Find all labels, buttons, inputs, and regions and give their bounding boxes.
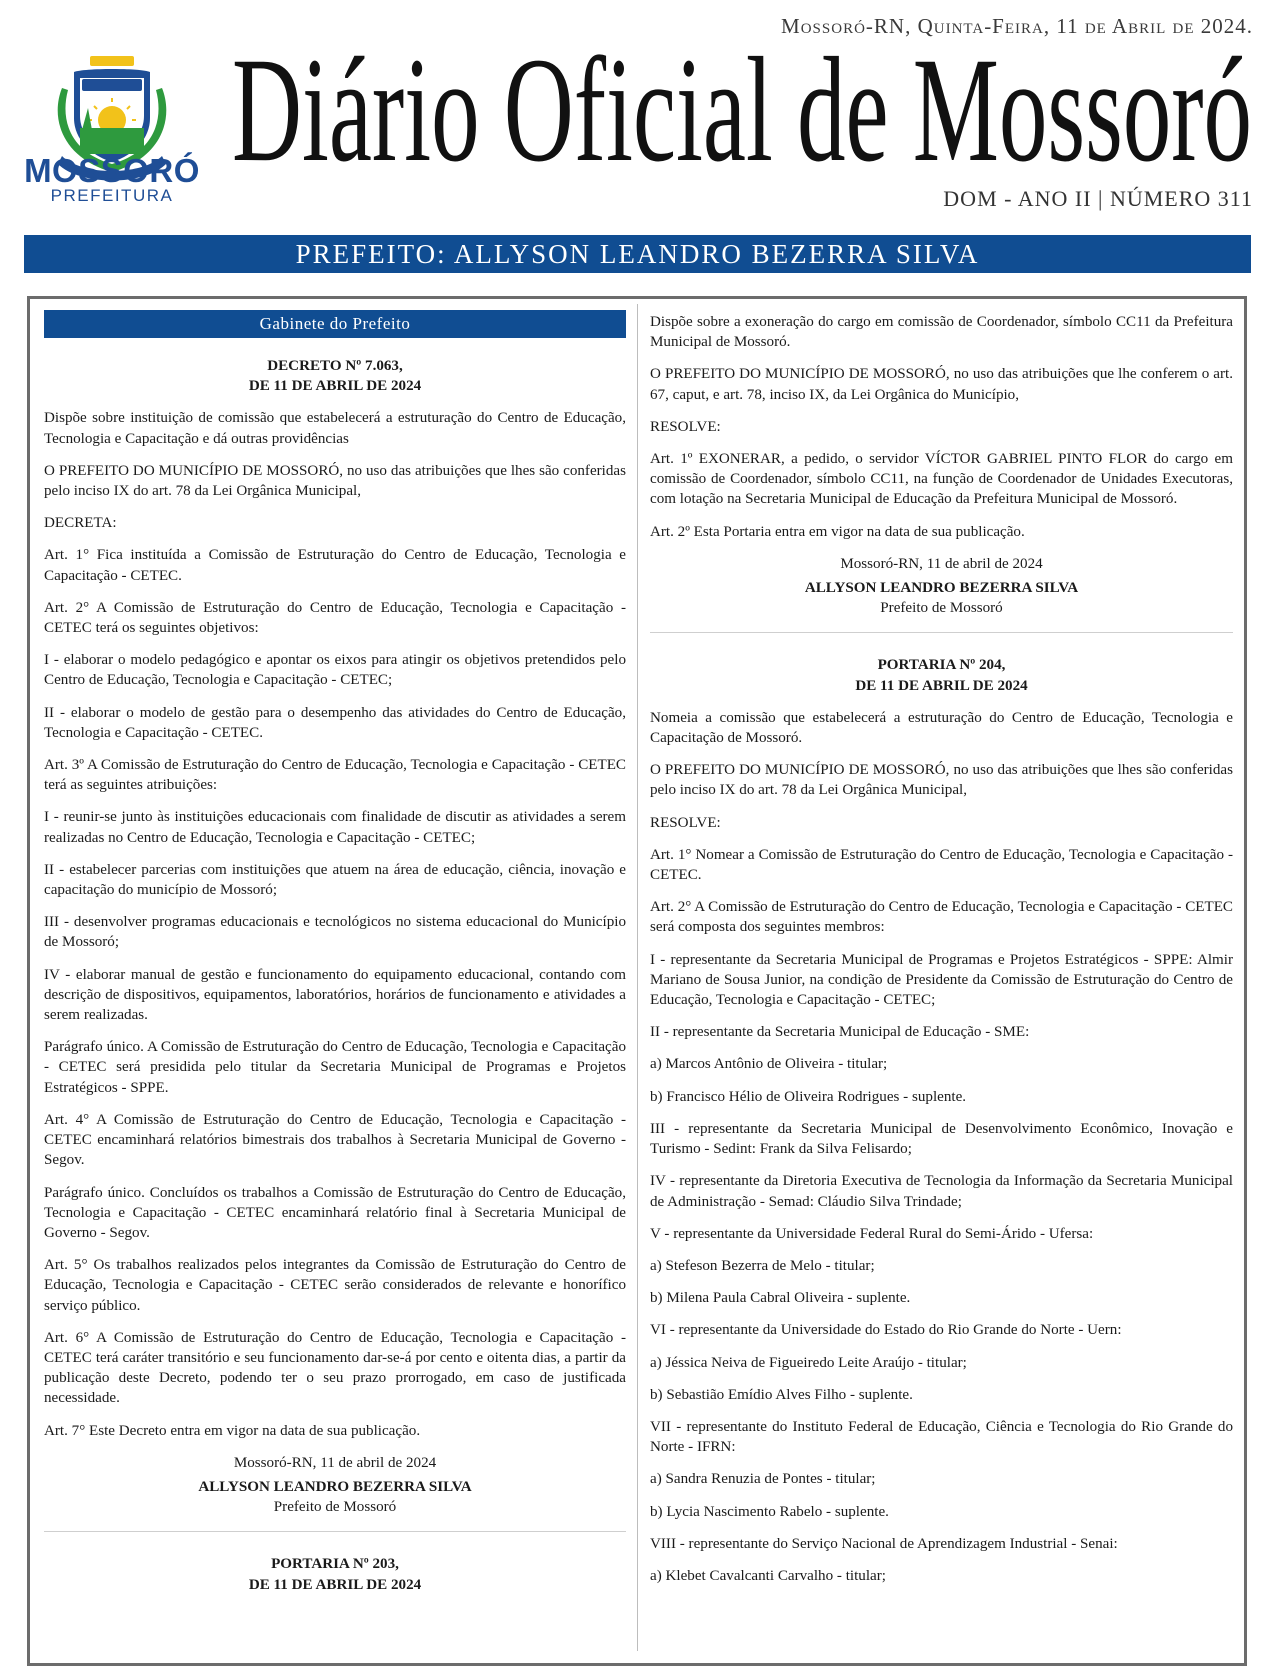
paragraph: Nomeia a comissão que estabelecerá a estruturação do Centro de Educação, Tecnologia e Capacitação de Mossoró. bbox=[650, 709, 1233, 747]
paragraph: IV - representante da Diretoria Executiva de Tecnologia da Informação da Secretaria Municipal de Administração - Semad: Cláudio Silva Trindade; bbox=[650, 1173, 1233, 1210]
paragraph: I - elaborar o modelo pedagógico e apontar os eixos para atingir os objetivos pretendidos pelo Centro de Educação, Tecnologia e Capacitação - CETEC; bbox=[44, 652, 626, 689]
paragraph: III - representante da Secretaria Municipal de Desenvolvimento Econômico, Inovação e Turismo - Sedint: Frank da Silva Felisardo; bbox=[650, 1120, 1233, 1158]
paragraph: IV - elaborar manual de gestão e funcionamento do equipamento educacional, contando com descrição de dispositivos, equipamentos, laboratórios, horários de funcionamento e atividades a serem realizadas. bbox=[44, 966, 626, 1024]
edition-number: DOM - ANO II | NÚMERO 311 bbox=[943, 186, 1253, 211]
paragraph: II - elaborar o modelo de gestão para o desempenho das atividades do Centro de Educação, Tecnologia e Capacitação - CETEC. bbox=[44, 704, 626, 741]
left-column bbox=[44, 310, 626, 1607]
paragraph: Parágrafo único. Concluídos os trabalhos a Comissão de Estruturação do Centro de Educação, Tecnologia e Capacitação - CETEC encaminhará relatório final à Secretaria Municipal de Governo - Segov. bbox=[44, 1184, 626, 1241]
section-title: Gabinete do Prefeito bbox=[44, 310, 626, 338]
portaria-date: DE 11 DE ABRIL DE 2024 bbox=[248, 1576, 422, 1593]
paragraph: Art. 7° Este Decreto entra em vigor na data de sua publicação. bbox=[44, 1422, 421, 1439]
paragraph: O PREFEITO DO MUNICÍPIO DE MOSSORÓ, no uso das atribuições que lhe conferem o art. 67, caput, e art. 78, inciso IX, da Lei Orgânica do Município, bbox=[650, 366, 1233, 403]
portaria-number: PORTARIA Nº 203, bbox=[271, 1556, 399, 1573]
signer-name: ALLYSON LEANDRO BEZERRA SILVA bbox=[804, 580, 1079, 597]
place-date: Mossoró-RN, 11 de abril de 2024 bbox=[840, 555, 1043, 572]
paragraph: Art. 2° A Comissão de Estruturação do Centro de Educação, Tecnologia e Capacitação - CETEC terá os seguintes objetivos: bbox=[44, 599, 626, 637]
signer-role: Prefeito de Mossoró bbox=[880, 600, 1003, 617]
divider bbox=[44, 1531, 626, 1532]
portaria-204-heading bbox=[650, 655, 1233, 695]
paragraph: RESOLVE: bbox=[650, 418, 721, 435]
decree-date: DE 11 DE ABRIL DE 2024 bbox=[248, 378, 422, 395]
paragraph: a) Sandra Renuzia de Pontes - titular; bbox=[650, 1471, 876, 1488]
signer-role: Prefeito de Mossoró bbox=[273, 1499, 397, 1516]
decree-number: DECRETO Nº 7.063, bbox=[267, 358, 403, 374]
paragraph: VII - representante do Instituto Federal de Educação, Ciência e Tecnologia do Rio Grande do Norte - IFRN: bbox=[650, 1418, 1233, 1456]
paragraph: Dispõe sobre a exoneração do cargo em comissão de Coordenador, símbolo CC11 da Prefeitura Municipal de Mossoró. bbox=[650, 314, 1233, 351]
paragraph: Art. 3º A Comissão de Estruturação do Centro de Educação, Tecnologia e Capacitação - CETEC terá as seguintes atribuições: bbox=[44, 757, 626, 794]
paragraph: II - representante da Secretaria Municipal de Educação - SME: bbox=[650, 1024, 1030, 1041]
paragraph: Art. 6° A Comissão de Estruturação do Centro de Educação, Tecnologia e Capacitação - CETEC terá caráter transitório e seu funcionamento dar-se-á por cento e oitenta dias, a partir da publicação deste Decreto, podendo ter o seu prazo prorrogado, em caso de justificada necessidade. bbox=[44, 1329, 626, 1407]
paragraph: b) Milena Paula Cabral Oliveira - suplente. bbox=[650, 1290, 911, 1307]
paragraph: I - reunir-se junto às instituições educacionais com finalidade de discutir as atividades a serem realizadas no Centro de Educação, Tecnologia e Capacitação - CETEC; bbox=[44, 809, 626, 846]
paragraph: a) Stefeson Bezerra de Melo - titular; bbox=[650, 1257, 875, 1274]
column-divider bbox=[637, 304, 638, 1651]
paragraph: V - representante da Universidade Federal Rural do Semi-Árido - Ufersa: bbox=[650, 1225, 1094, 1242]
paragraph: a) Klebet Cavalcanti Carvalho - titular; bbox=[650, 1567, 886, 1584]
paragraph: Art. 1° Fica instituída a Comissão de Estruturação do Centro de Educação, Tecnologia e Capacitação - CETEC. bbox=[44, 547, 626, 584]
logo-subtitle: PREFEITURA bbox=[50, 186, 174, 205]
paragraph: Art. 1º EXONERAR, a pedido, o servidor VÍCTOR GABRIEL PINTO FLOR do cargo em comissão de Coordenador, símbolo CC11, na função de Coordenador de Unidades Executoras, com lotação na Secretaria Municipal de Educação da Prefeitura Municipal de Mossoró. bbox=[650, 451, 1233, 508]
decree-heading bbox=[44, 356, 626, 396]
portaria-204-body bbox=[650, 708, 1233, 1586]
portaria-203-body bbox=[650, 312, 1233, 542]
portaria-number: PORTARIA Nº 204, bbox=[877, 657, 1006, 674]
paragraph: b) Lycia Nascimento Rabelo - suplente. bbox=[650, 1503, 889, 1520]
paragraph: Dispõe sobre instituição de comissão que estabelecerá a estruturação do Centro de Educação, Tecnologia e Capacitação e dá outras providências bbox=[44, 410, 626, 447]
paragraph: O PREFEITO DO MUNICÍPIO DE MOSSORÓ, no uso das atribuições que lhes são conferidas pelo inciso IX do art. 78 da Lei Orgânica Municipal, bbox=[650, 762, 1233, 799]
paragraph: Art. 2º Esta Portaria entra em vigor na data de sua publicação. bbox=[650, 523, 1025, 540]
paragraph: Parágrafo único. A Comissão de Estruturação do Centro de Educação, Tecnologia e Capacitação - CETEC será presidida pelo titular da Secretaria Municipal de Programas e Projetos Estratégicos - SPPE. bbox=[44, 1039, 626, 1096]
dateline: Mossoró-RN, Quinta-Feira, 11 de Abril de 2024. bbox=[781, 14, 1253, 38]
paragraph: Art. 5° Os trabalhos realizados pelos integrantes da Comissão de Estruturação do Centro de Educação, Tecnologia e Capacitação - CETEC serão considerados de relevante e honorífico serviço público. bbox=[44, 1257, 626, 1314]
signer-name: ALLYSON LEANDRO BEZERRA SILVA bbox=[198, 1478, 472, 1495]
logo-city-name: MOSSORÓ bbox=[24, 152, 200, 189]
svg-text:Diário Oficial de Mossoró: Diário Oficial de Mossoró bbox=[232, 28, 1252, 188]
paragraph: b) Francisco Hélio de Oliveira Rodrigues - suplente. bbox=[650, 1088, 967, 1105]
masthead-title bbox=[232, 28, 1252, 188]
paragraph: Art. 4° A Comissão de Estruturação do Centro de Educação, Tecnologia e Capacitação - CETEC encaminhará relatórios bimestrais dos trabalhos à Secretaria Municipal de Governo - Segov. bbox=[44, 1111, 626, 1169]
paragraph: VI - representante da Universidade do Estado do Rio Grande do Norte - Uern: bbox=[650, 1322, 1122, 1339]
portaria-date: DE 11 DE ABRIL DE 2024 bbox=[855, 677, 1028, 694]
paragraph: VIII - representante do Serviço Nacional de Aprendizagem Industrial - Senai: bbox=[650, 1535, 1118, 1552]
paragraph: RESOLVE: bbox=[650, 814, 721, 831]
mayor-bar: PREFEITO: ALLYSON LEANDRO BEZERRA SILVA bbox=[24, 235, 1251, 273]
paragraph: b) Sebastião Emídio Alves Filho - suplente. bbox=[650, 1386, 913, 1403]
paragraph: a) Jéssica Neiva de Figueiredo Leite Araújo - titular; bbox=[650, 1354, 967, 1371]
paragraph: II - estabelecer parcerias com instituições que atuem na área de educação, ciência, inovação e capacitação do município de Mossoró; bbox=[44, 861, 626, 899]
paragraph: III - desenvolver programas educacionais e tecnológicos no sistema educacional do Município de Mossoró; bbox=[44, 914, 626, 951]
paragraph: DECRETA: bbox=[44, 515, 117, 532]
place-date: Mossoró-RN, 11 de abril de 2024 bbox=[233, 1454, 437, 1471]
paragraph: Art. 1° Nomear a Comissão de Estruturação do Centro de Educação, Tecnologia e Capacitação - CETEC. bbox=[650, 846, 1233, 884]
paragraph: a) Marcos Antônio de Oliveira - titular; bbox=[650, 1056, 888, 1073]
right-column bbox=[650, 312, 1233, 1598]
decree-body bbox=[44, 408, 626, 1440]
portaria-203-heading bbox=[44, 1554, 626, 1594]
paragraph: Art. 2° A Comissão de Estruturação do Centro de Educação, Tecnologia e Capacitação - CETEC será composta dos seguintes membros: bbox=[650, 899, 1233, 936]
paragraph: O PREFEITO DO MUNICÍPIO DE MOSSORÓ, no uso das atribuições que lhes são conferidas pelo inciso IX do art. 78 da Lei Orgânica Municipal, bbox=[44, 462, 626, 500]
divider bbox=[650, 632, 1233, 633]
paragraph: I - representante da Secretaria Municipal de Programas e Projetos Estratégicos - SPPE: Almir Mariano de Sousa Junior, na condição de Presidente da Comissão de Estruturação do Centro de Educação, Tecnologia e Capacitação - CETEC; bbox=[650, 951, 1233, 1009]
